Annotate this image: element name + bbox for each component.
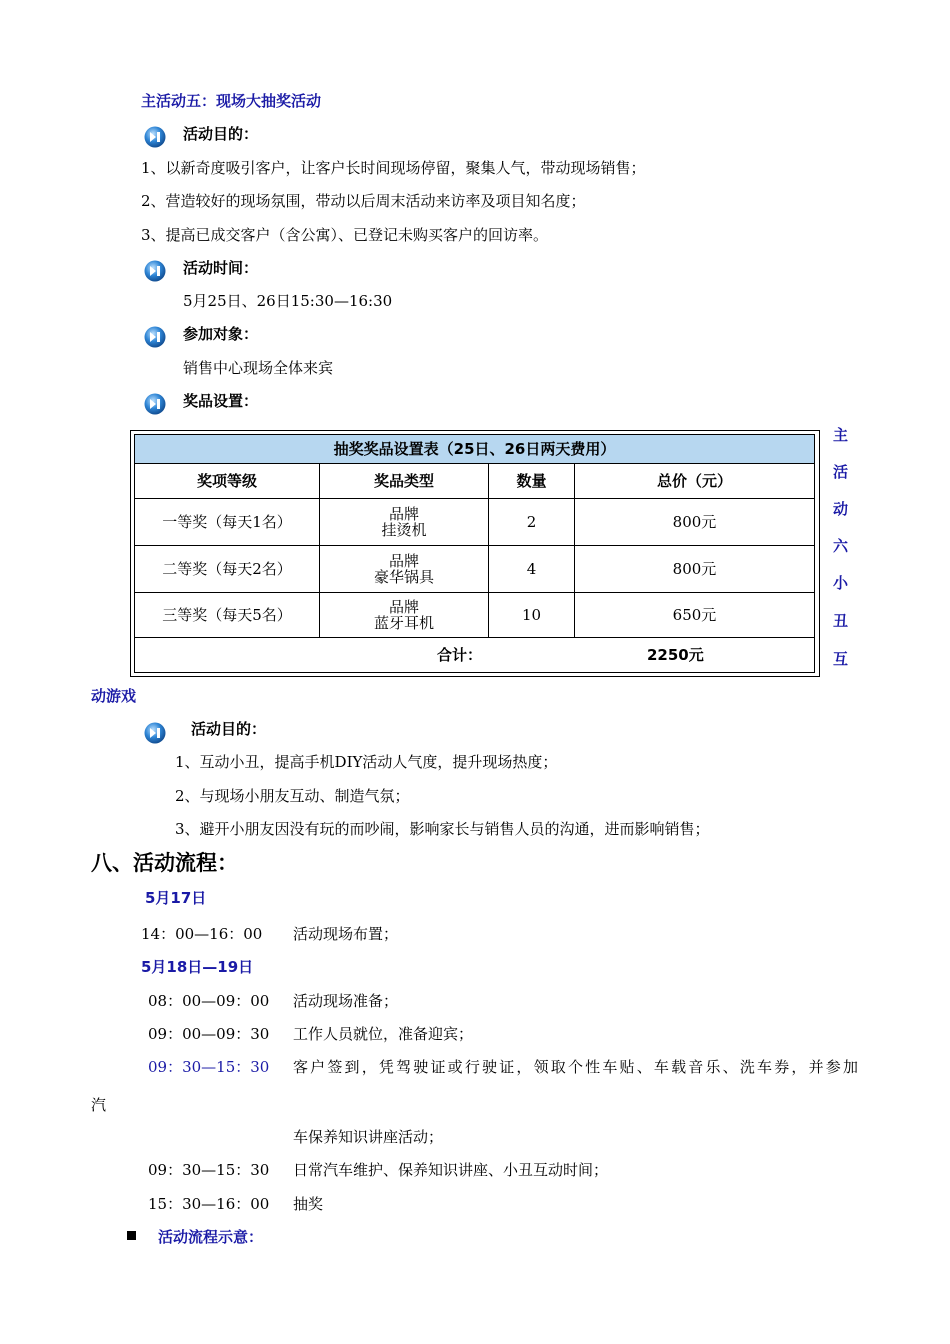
- sum-label: 合计：: [437, 646, 483, 664]
- prize-quantity: 4: [488, 545, 575, 593]
- prize-type-line: 品牌: [388, 552, 419, 570]
- prize-total: 800元: [574, 498, 815, 546]
- section-title: 主活动五：现场大抽奖活动: [141, 92, 322, 110]
- skip-forward-icon: [144, 393, 166, 415]
- schedule-time: 09：30—15：30: [148, 1161, 270, 1179]
- schedule-desc-wrap: 车保养知识讲座活动；: [293, 1128, 444, 1146]
- column-header: 奖项等级: [134, 463, 320, 499]
- section-heading: 八、活动流程：: [91, 851, 238, 875]
- purpose-item: 1、以新奇度吸引客户，让客户长时间现场停留，聚集人气，带动现场销售；: [141, 159, 646, 177]
- column-header: 数量: [488, 463, 575, 499]
- prize-level: 三等奖（每天5名）: [134, 592, 320, 638]
- purpose-item: 3、提高已成交客户（含公寓）、已登记未购买客户的回访率。: [141, 226, 549, 244]
- square-bullet-icon: [127, 1231, 136, 1240]
- schedule-time: 09：00—09：30: [148, 1025, 270, 1043]
- target-label: 参加对象：: [183, 325, 259, 343]
- purpose-item: 2、营造较好的现场氛围，带动以后周末活动来访率及项目知名度；: [141, 192, 586, 210]
- purpose-item: 1、互动小丑，提高手机DIY活动人气度，提升现场热度；: [175, 753, 558, 771]
- schedule-desc: 活动现场布置；: [293, 925, 399, 943]
- schedule-date: 5月17日: [145, 889, 207, 907]
- time-value: 5月25日、26日15:30—16:30: [183, 292, 393, 310]
- section-title-char: 动: [833, 500, 849, 518]
- schedule-desc: 活动现场准备；: [293, 992, 399, 1010]
- prize-label: 奖品设置：: [183, 392, 259, 410]
- purpose-item: 2、与现场小朋友互动、制造气氛；: [175, 787, 410, 805]
- skip-forward-icon: [144, 126, 166, 148]
- schedule-date: 5月18日—19日: [141, 958, 254, 976]
- section-title-char: 小: [833, 574, 849, 592]
- section-title-char: 活: [833, 463, 849, 481]
- schedule-time: 14：00—16：00: [141, 925, 263, 943]
- prize-total: 650元: [574, 592, 815, 638]
- prize-level: 一等奖（每天1名）: [134, 498, 320, 546]
- schedule-desc: 客户签到，凭驾驶证或行驶证，领取个性车贴、车载音乐、洗车券，并参加: [293, 1058, 858, 1076]
- purpose-label: 活动目的：: [183, 125, 259, 143]
- section-title-tail: 动游戏: [91, 687, 137, 705]
- column-header: 总价（元）: [574, 463, 815, 499]
- prize-type-line: 挂烫机: [381, 521, 427, 539]
- purpose-label: 活动目的：: [191, 720, 267, 738]
- schedule-time: 15：30—16：00: [148, 1195, 270, 1213]
- skip-forward-icon: [144, 260, 166, 282]
- prize-quantity: 10: [488, 592, 575, 638]
- schedule-desc: 日常汽车维护、保养知识讲座、小丑互动时间；: [293, 1161, 609, 1179]
- prize-type: [319, 592, 489, 638]
- table-caption: 抽奖奖品设置表（25日、26日两天费用）: [134, 434, 815, 464]
- section-title-char: 主: [833, 426, 849, 444]
- prize-quantity: 2: [488, 498, 575, 546]
- schedule-desc-wrap: 汽: [91, 1096, 107, 1114]
- schedule-time: 08：00—09：00: [148, 992, 270, 1010]
- sum-value: 2250元: [647, 646, 704, 664]
- section-title-char: 互: [833, 650, 849, 668]
- prize-type-line: 品牌: [388, 598, 419, 616]
- skip-forward-icon: [144, 722, 166, 744]
- column-header: 奖品类型: [319, 463, 489, 499]
- skip-forward-icon: [144, 326, 166, 348]
- prize-type-line: 蓝牙耳机: [373, 614, 434, 632]
- prize-total: 800元: [574, 545, 815, 593]
- schedule-desc: 抽奖: [293, 1195, 324, 1213]
- schedule-desc: 工作人员就位，准备迎宾；: [293, 1025, 474, 1043]
- flow-label: 活动流程示意：: [158, 1228, 264, 1246]
- section-title-char: 丑: [833, 612, 849, 630]
- target-value: 销售中心现场全体来宾: [183, 359, 334, 377]
- prize-table: [130, 430, 820, 677]
- prize-level: 二等奖（每天2名）: [134, 545, 320, 593]
- prize-type: [319, 498, 489, 546]
- section-title-char: 六: [833, 537, 849, 555]
- purpose-item: 3、避开小朋友因没有玩的而吵闹，影响家长与销售人员的沟通，进而影响销售；: [175, 820, 710, 838]
- table-sum-row: [134, 637, 815, 673]
- prize-type-line: 品牌: [388, 505, 419, 523]
- schedule-time: 09：30—15：30: [148, 1058, 270, 1076]
- prize-type: [319, 545, 489, 593]
- time-label: 活动时间：: [183, 259, 259, 277]
- prize-type-line: 豪华锅具: [373, 568, 434, 586]
